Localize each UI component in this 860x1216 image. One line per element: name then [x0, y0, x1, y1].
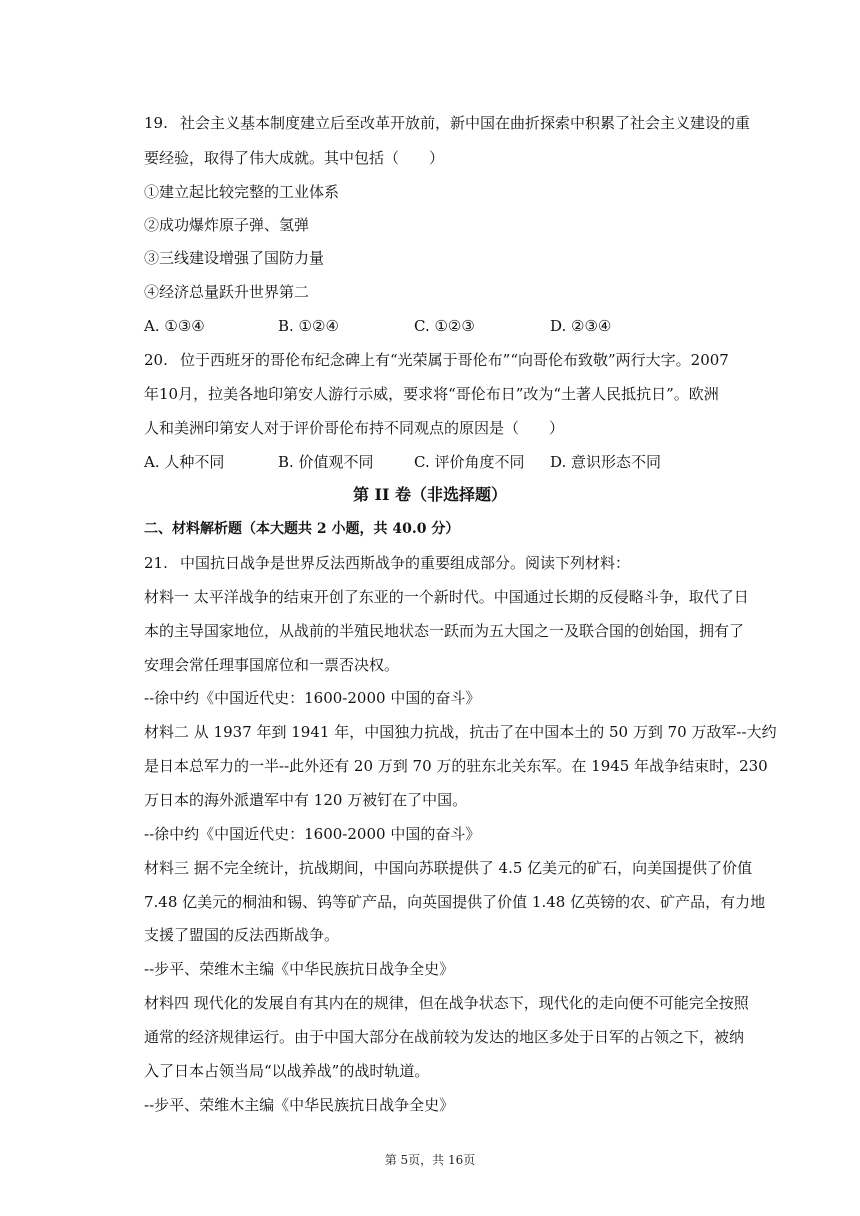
part-heading: 二、材料解析题（本大题共 2 小题，共 40.0 分）: [144, 521, 460, 537]
q19-stem-1: 社会主义基本制度建立后至改革开放前，新中国在曲折探索中积累了社会主义建设的重: [180, 114, 751, 132]
q19-line-1: [144, 113, 754, 133]
q20-option-d[interactable]: D. 意识形态不同: [550, 453, 662, 471]
q21-material-3-source: --步平、荣维木主编《中华民族抗日战争全史》: [144, 960, 455, 978]
q19-option-c[interactable]: C. ①②③: [414, 317, 475, 335]
q21-material-1-line-2: 本的主导国家地位，从战前的半殖民地状态一跃而为五大国之一及联合国的创始国，拥有了: [144, 622, 745, 640]
q21-material-3-line-3: 支援了盟国的反法西斯战争。: [144, 926, 340, 944]
q20-number: 20.: [144, 351, 168, 369]
q21-material-4-line-2: 通常的经济规律运行。由于中国大部分在战前较为发达的地区多处于日军的占领之下，被纳: [144, 1028, 745, 1046]
q21-material-1-line-1: 材料一 太平洋战争的结束开创了东亚的一个新时代。中国通过长期的反侵略斗争，取代了日: [144, 588, 749, 606]
q21-material-3-line-2: 7.48 亿美元的桐油和锡、钨等矿产品，向英国提供了价值 1.48 亿英镑的农、矿产品，有力地: [144, 893, 766, 911]
q20-option-a[interactable]: A. 人种不同: [144, 453, 225, 471]
q19-option-a[interactable]: A. ①③④: [144, 317, 205, 335]
q21-intro: 中国抗日战争是世界反法西斯战争的重要组成部分。阅读下列材料：: [180, 554, 631, 572]
q21-number: 21.: [144, 554, 168, 572]
q21-material-2-line-2: 是日本总军力的一半--此外还有 20 万到 70 万的驻东北关东军。在 1945 年战争结束时，230: [144, 757, 768, 775]
q21-material-4-line-1: 材料四 现代化的发展自有其内在的规律，但在战争状态下，现代化的走向便不可能完全按照: [144, 994, 749, 1012]
q20-stem-2: 年10月，拉美各地印第安人游行示威，要求将“哥伦布日”改为“土著人民抵抗日”。欧洲: [144, 385, 719, 403]
page-footer: 第 5页，共 16页: [384, 1153, 476, 1167]
q20-line-1: [144, 350, 754, 370]
q19-stem-2: 要经验，取得了伟大成就。其中包括（ ）: [144, 149, 445, 167]
q19-option-d[interactable]: D. ②③④: [550, 317, 612, 335]
q20-stem-3: 人和美洲印第安人对于评价哥伦布持不同观点的原因是（ ）: [144, 419, 565, 437]
q21-material-2-line-3: 万日本的海外派遣军中有 120 万被钉在了中国。: [144, 791, 468, 809]
q21-material-4-source: --步平、荣维木主编《中华民族抗日战争全史》: [144, 1096, 455, 1114]
q19-option-b[interactable]: B. ①②④: [278, 317, 339, 335]
q19-item-4: ④经济总量跃升世界第二: [144, 283, 310, 301]
q21-material-4-line-3: 入了日本占领当局“以战养战”的战时轨道。: [144, 1062, 430, 1080]
q19-item-3: ③三线建设增强了国防力量: [144, 249, 325, 267]
q21-material-2-source: --徐中约《中国近代史：1600-2000 中国的奋斗》: [144, 825, 481, 843]
q20-option-c[interactable]: C. 评价角度不同: [414, 453, 525, 471]
q21-material-1-line-3: 安理会常任理事国席位和一票否决权。: [144, 656, 400, 674]
q19-item-1: ①建立起比较完整的工业体系: [144, 183, 340, 201]
q21-material-2-line-1: 材料二 从 1937 年到 1941 年，中国独力抗战，抗击了在中国本土的 50 万到 70 万敌军--大约: [144, 723, 777, 741]
q19-number: 19.: [144, 114, 168, 132]
q21-material-1-source: --徐中约《中国近代史：1600-2000 中国的奋斗》: [144, 689, 481, 707]
q19-item-2: ②成功爆炸原子弹、氢弹: [144, 216, 310, 234]
section-title: 第 II 卷（非选择题）: [352, 485, 508, 504]
q21-line-1: [144, 553, 754, 573]
q20-stem-1: 位于西班牙的哥伦布纪念碑上有“光荣属于哥伦布”“向哥伦布致敬”两行大字。2007: [180, 351, 729, 369]
q21-material-3-line-1: 材料三 据不完全统计，抗战期间，中国向苏联提供了 4.5 亿美元的矿石，向美国提供了价值: [144, 859, 753, 877]
q20-option-b[interactable]: B. 价值观不同: [278, 453, 374, 471]
